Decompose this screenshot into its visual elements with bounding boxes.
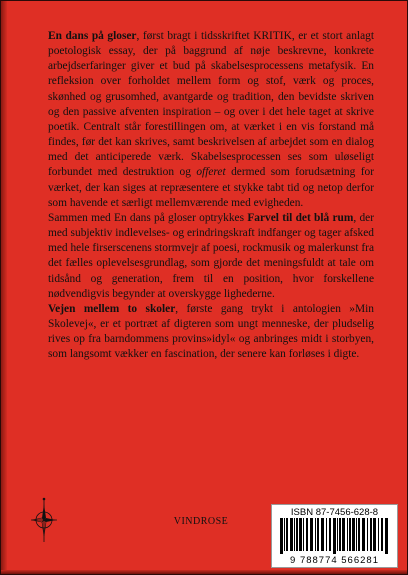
- barcode-bar: [362, 518, 365, 551]
- barcode-bar: [290, 518, 293, 551]
- barcode-bar: [378, 518, 379, 551]
- barcode-bar: [315, 518, 316, 551]
- barcode-bar: [370, 518, 372, 551]
- isbn-number: ISBN 87-7456-628-8: [290, 507, 379, 518]
- barcode-bar: [284, 518, 285, 551]
- barcode-bar: [299, 518, 302, 551]
- barcode-bar: [310, 518, 313, 551]
- barcode-label: [271, 504, 398, 568]
- compass-rose-icon: [29, 496, 59, 546]
- barcode-bar: [358, 518, 360, 551]
- barcode-bar: [385, 518, 388, 554]
- barcode-bar: [337, 518, 338, 551]
- barcode-bar: [280, 518, 283, 554]
- bold-title: Vejen mellem to skoler: [48, 302, 176, 315]
- barcode-bar: [342, 518, 345, 551]
- barcode-bar: [321, 518, 324, 551]
- barcode-bar: [303, 518, 304, 551]
- barcode-bar: [306, 518, 308, 551]
- ean-number: 9 788774 566281: [290, 555, 379, 566]
- text-run: , først bragt i tidsskriftet KRITIK, er et stort anlagt poetologisk essay, der på baggrund af nøje beskrevne, konkrete arbejdserfaringer giver et bud på skabelsesprocessens metafysik. En refleksion over forholdet mellem form og stof, værk og proces, skønhed og grusomhed, avantgarde og tradition, den bevidste skriven og den passive afventen inspiration – og over i det hele taget at skrive poetik. Centralt står forestillingen om, at værket i en vis forstand må findes, før det kan skrives, samt beskrivelsen af arbejdet som en dialog med det anticiperede værk. Skabelsesprocessen ses som uløseligt forbundet med destruktion og: [48, 30, 374, 179]
- barcode-bar: [294, 518, 295, 551]
- barcode-bar: [373, 518, 376, 551]
- paragraph-3: [48, 302, 374, 363]
- bold-title: En dans på gloser: [48, 30, 137, 42]
- blurb-text: [48, 29, 374, 362]
- paragraph-2: [48, 211, 374, 302]
- cover-edge: [1, 570, 407, 574]
- barcode-bar: [367, 518, 368, 551]
- bold-title: Farvel til det blå rum: [247, 211, 354, 224]
- barcode-bar: [317, 518, 319, 551]
- text-run: , der med subjektiv indlevelses- og erindringskraft indfanger og tager afsked med hele firserscenens stormvejr af poesi, rockmusik og malerkunst fra det fælles oplevelsesgrundlag, som gjorde det meningsfuldt at tale om tidsånd og generation, frem til en position, hvor forskellene nødvendigvis begynder at overskygge lighederne.: [48, 211, 374, 300]
- barcode-bar: [356, 518, 357, 551]
- barcode-bar: [333, 518, 336, 554]
- text-run: , første gang trykt i antologien »Min Skolevej«, er et portræt af digteren som ungt menneske, der pludselig rives op fra barndommens provins»idyl« og anbringes midt i storbyen, som langsomt vækker en fascination, der senere kan forløses i digte.: [48, 302, 374, 361]
- barcode-icon: [280, 518, 389, 554]
- barcode-bar: [381, 518, 383, 551]
- text-run: dermed som forudsætning for værket, der kan siges at repræsentere et stykke tabt tid og netop derfor som havende et særligt mellemværende med evigheden.: [48, 166, 374, 209]
- barcode-bar: [326, 518, 327, 551]
- spine-shadow: [1, 1, 7, 574]
- barcode-bar: [339, 518, 341, 551]
- barcode-bar: [296, 518, 298, 551]
- barcode-bar: [347, 518, 348, 551]
- barcode-bar: [329, 518, 331, 551]
- paragraph-1: [48, 29, 374, 211]
- publisher-name: VINDROSE: [173, 516, 229, 527]
- text-run: Sammen med En dans på gloser optrykkes: [48, 211, 248, 224]
- barcode-bar: [286, 518, 288, 551]
- italic-word: offeret: [196, 166, 226, 179]
- barcode-bar: [352, 518, 355, 551]
- barcode-bar: [349, 518, 351, 551]
